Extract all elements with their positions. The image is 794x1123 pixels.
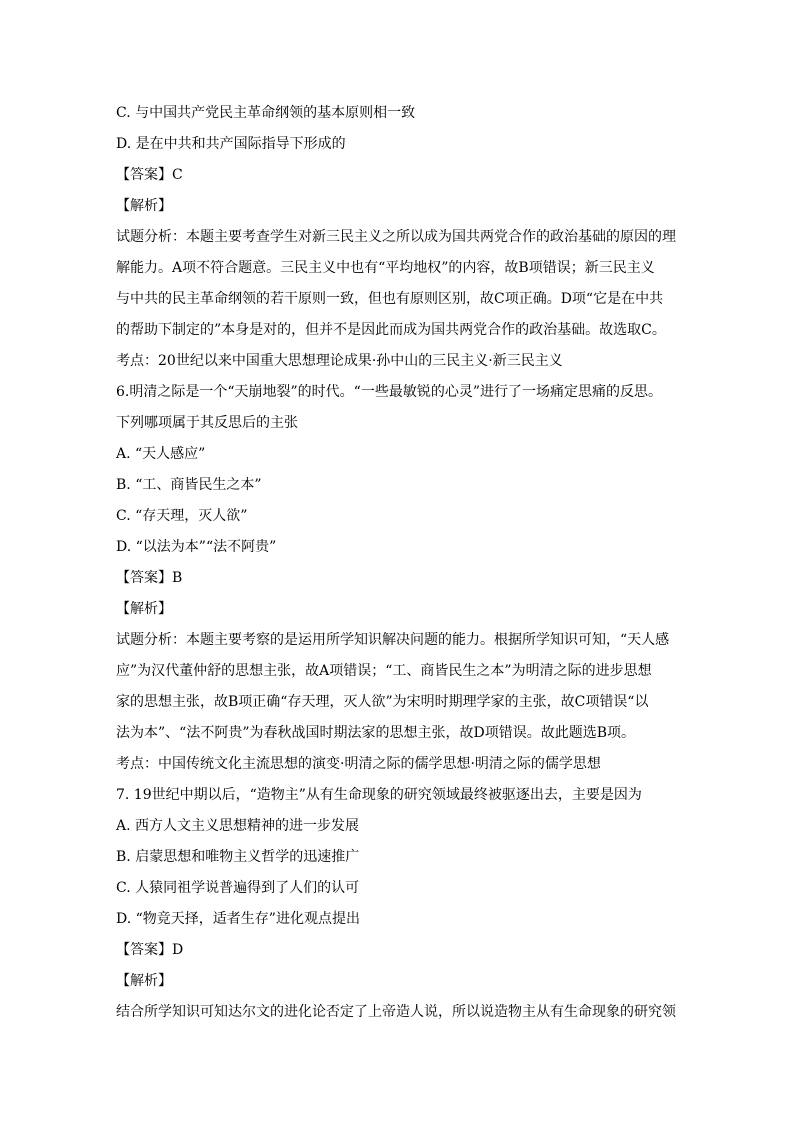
question-6-stem-line2: 下列哪项属于其反思后的主张	[116, 415, 298, 431]
option-c-q5: C. 与中国共产党民主革命纲领的基本原则相一致	[116, 105, 416, 121]
option-b-q7: B. 启蒙思想和唯物主义哲学的迅速推广	[116, 849, 360, 865]
analysis-text-q6-line3: 家的思想主张，故B项正确“存天理，灭人欲”为宋明时期理学家的主张，故C项错误“以	[116, 694, 649, 710]
option-c-q6: C. “存天理，灭人欲”	[116, 508, 248, 524]
option-d-q6: D. “以法为本”“法不阿贵”	[116, 539, 277, 555]
analysis-text-q6-line1: 试题分析：本题主要考察的是运用所学知识解决问题的能力。根据所学知识可知，“天人感	[116, 632, 670, 648]
question-7-stem: 7. 19世纪中期以后，“造物主”从有生命现象的研究领域最终被驱逐出去，主要是因为	[116, 787, 642, 803]
analysis-text-q7-line1: 结合所学知识可知达尔文的进化论否定了上帝造人说，所以说造物主从有生命现象的研究领	[116, 1004, 676, 1020]
analysis-text-q5-line3: 与中共的民主革命纲领的若干原则一致，但也有原则区别，故C项正确。D项“它是在中共	[116, 291, 664, 307]
option-a-q6: A. “天人感应”	[116, 446, 206, 462]
analysis-text-q6-line2: 应”为汉代董仲舒的思想主张，故A项错误；“工、商皆民生之本”为明清之际的进步思想	[116, 663, 652, 679]
analysis-text-q5-line4: 的帮助下制定的”本身是对的，但并不是因此而成为国共两党合作的政治基础。故选取C。	[116, 322, 666, 338]
option-a-q7: A. 西方人文主义思想精神的进一步发展	[116, 818, 360, 834]
answer-q6: 【答案】B	[116, 570, 183, 586]
option-d-q7: D. “物竞天择，适者生存”进化观点提出	[116, 911, 360, 927]
topic-q6: 考点：中国传统文化主流思想的演变·明清之际的儒学思想·明清之际的儒学思想	[116, 756, 601, 772]
analysis-heading-q6: 【解析】	[116, 601, 172, 617]
answer-q7: 【答案】D	[116, 942, 184, 958]
analysis-text-q5-line2: 解能力。A项不符合题意。三民主义中也有“平均地权”的内容，故B项错误；新三民主义	[116, 260, 655, 276]
option-b-q6: B. “工、商皆民生之本”	[116, 477, 262, 493]
option-d-q5: D. 是在中共和共产国际指导下形成的	[116, 136, 346, 152]
option-c-q7: C. 人猿同祖学说普遍得到了人们的认可	[116, 880, 360, 896]
topic-q5: 考点：20世纪以来中国重大思想理论成果·孙中山的三民主义·新三民主义	[116, 353, 563, 369]
answer-q5: 【答案】C	[116, 167, 183, 183]
question-6-stem-line1: 6.明清之际是一个“天崩地裂”的时代。“一些最敏锐的心灵”进行了一场痛定思痛的反思。	[116, 384, 662, 400]
analysis-text-q5-line1: 试题分析：本题主要考查学生对新三民主义之所以成为国共两党合作的政治基础的原因的理	[116, 229, 676, 245]
analysis-text-q6-line4: 法为本”、“法不阿贵”为春秋战国时期法家的思想主张，故D项错误。故此题选B项。	[116, 725, 635, 741]
analysis-heading-q7: 【解析】	[116, 973, 172, 989]
analysis-heading-q5: 【解析】	[116, 198, 172, 214]
